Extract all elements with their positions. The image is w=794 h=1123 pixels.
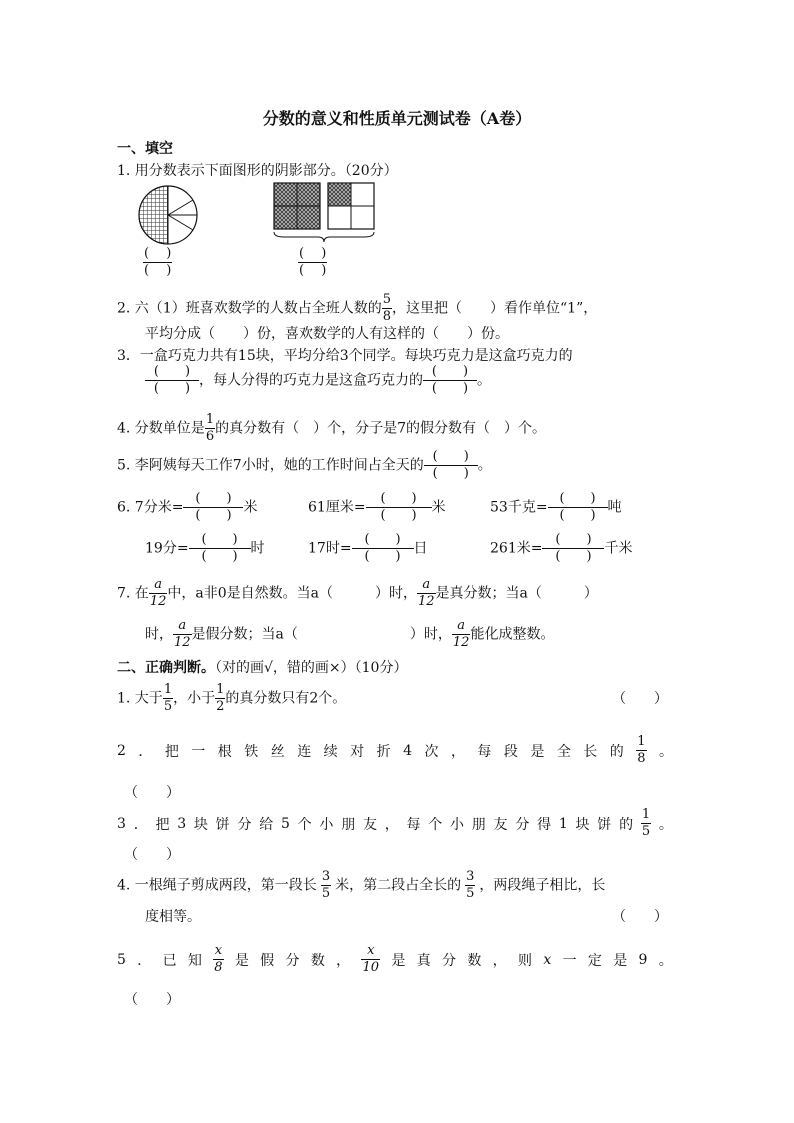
q7-text-a: 7. 在 xyxy=(117,585,149,602)
fraction-numerator: 3 xyxy=(466,869,475,884)
j1-text-b: ，小于 xyxy=(173,690,216,707)
j2-char: 连 xyxy=(297,743,312,760)
j5-char: 5 xyxy=(117,951,126,968)
q4-text-b: 的真分数有（ ）个，分子是7的假分数有（ ）个。 xyxy=(215,420,546,437)
unit-label: 千米 xyxy=(604,540,633,557)
answer-numerator: ( ) xyxy=(542,533,604,549)
j2-char: 长 xyxy=(583,743,598,760)
fraction-numerator: a xyxy=(149,578,168,594)
j3-char: 的 xyxy=(619,816,634,833)
j2-char: 次 xyxy=(424,743,439,760)
answer-denominator: ( ) xyxy=(432,466,469,481)
fraction-denominator: 12 xyxy=(417,594,435,609)
j3-end: 。 xyxy=(658,816,673,833)
fraction-numerator: 1 xyxy=(641,807,651,822)
j5-char: 是 xyxy=(613,952,628,969)
answer-fraction[interactable] xyxy=(189,533,251,564)
j3-char: 饼 xyxy=(597,816,612,833)
answer-paren-1[interactable]: （ ） xyxy=(612,691,668,707)
section-heading-fill: 一、填空 xyxy=(117,141,173,157)
fraction-numerator: 1 xyxy=(216,682,225,697)
j3-char: 小 xyxy=(450,816,465,833)
judge-4 xyxy=(117,870,605,901)
answer-denominator: ( ) xyxy=(153,381,191,396)
unit-label: 日 xyxy=(413,540,428,557)
question-7 xyxy=(117,578,598,609)
j2-char: 续 xyxy=(323,743,338,760)
question-6-item-5 xyxy=(308,533,428,564)
fraction-denominator: 10 xyxy=(362,960,380,975)
j2-char: 把 xyxy=(164,743,179,760)
q7-text-b: 中，a非0是自然数。当a（ ）时， xyxy=(167,585,417,602)
answer-denominator: ( ) xyxy=(195,508,232,523)
conversion-label: 61厘米= xyxy=(308,499,366,516)
j5-char: 则 xyxy=(518,952,532,969)
j5-char: 一 xyxy=(562,952,577,969)
question-3-line2 xyxy=(145,365,491,396)
judge-1 xyxy=(117,683,346,714)
q7-text-e: 是假分数；当a（ ）时， xyxy=(191,626,452,643)
j2-char: 的 xyxy=(609,743,624,760)
j3-char: 朋 xyxy=(471,816,486,833)
unit-label: 吨 xyxy=(607,499,622,516)
answer-denominator: ( ) xyxy=(364,549,401,564)
j2-char: 丝 xyxy=(270,743,285,760)
page-title: 分数的意义和性质单元测试卷（A卷） xyxy=(262,109,532,128)
j5-char: 数 xyxy=(310,952,325,969)
j2-char: 4 xyxy=(403,742,412,759)
j5-char: ， xyxy=(336,952,351,969)
section-heading-judge xyxy=(117,659,407,677)
j3-char: 每 xyxy=(406,816,421,833)
unit-label: 米 xyxy=(243,499,258,516)
q4-text-a: 4. 分数单位是 xyxy=(117,420,205,437)
j2-char: 根 xyxy=(217,743,232,760)
j5-char: 定 xyxy=(587,952,602,969)
j2-end: 。 xyxy=(658,743,673,760)
j5-char: ． xyxy=(137,952,152,969)
q5-end: 。 xyxy=(477,457,492,474)
answer-denominator: ( ) xyxy=(431,381,469,396)
question-7-line2 xyxy=(145,619,554,650)
fraction-denominator: 5 xyxy=(321,886,331,901)
question-5 xyxy=(117,450,492,481)
answer-paren-4[interactable]: （ ） xyxy=(612,909,668,925)
question-6-item-1 xyxy=(117,492,257,523)
j5-char: 真 xyxy=(416,952,431,969)
conversion-label: 53千克= xyxy=(490,499,548,516)
j5-char: 知 xyxy=(187,952,202,969)
answer-numerator: ( ) xyxy=(548,492,608,508)
answer-fraction[interactable] xyxy=(183,492,243,523)
j5-char: 已 xyxy=(162,952,177,969)
answer-denominator: ( ) xyxy=(555,549,592,564)
conversion-label: 6. 7分米= xyxy=(117,499,184,516)
fraction-numerator: a xyxy=(452,619,471,635)
j2-char: ， xyxy=(450,743,465,760)
j3-char: ， xyxy=(384,816,399,833)
q7-text-d: 时， xyxy=(145,626,173,643)
fraction-denominator: 6 xyxy=(205,429,215,444)
judge-5 xyxy=(117,944,673,975)
fraction-denominator: 8 xyxy=(382,309,391,324)
answer-denominator: ( ) xyxy=(299,263,327,278)
judge-4-line2: 度相等。 xyxy=(145,909,201,925)
answer-numerator: ( ) xyxy=(352,533,414,549)
judge-3 xyxy=(117,808,673,839)
variable-x: x xyxy=(543,951,552,968)
j3-char: 块 xyxy=(575,816,590,833)
unit-label: 时 xyxy=(250,540,265,557)
fraction-denominator: 5 xyxy=(641,824,651,839)
q3-mid: ，每人分得的巧克力是这盒巧克力的 xyxy=(199,372,423,389)
question-6-item-3 xyxy=(490,492,622,523)
squares-figure xyxy=(272,182,378,246)
answer-paren-5[interactable]: （ ） xyxy=(124,992,180,1008)
answer-numerator: ( ) xyxy=(424,450,478,466)
answer-fraction[interactable] xyxy=(542,533,604,564)
j5-char: 假 xyxy=(260,952,275,969)
answer-denominator: ( ) xyxy=(201,549,238,564)
j5-char: ， xyxy=(492,952,507,969)
j1-text-c: 的真分数只有2个。 xyxy=(225,690,347,707)
j3-char: 饼 xyxy=(215,816,230,833)
fraction-numerator: 1 xyxy=(637,734,646,749)
answer-numerator: ( ) xyxy=(183,492,243,508)
j3-char: 1 xyxy=(558,815,568,832)
answer-denominator: ( ) xyxy=(559,508,596,523)
fraction-denominator: 5 xyxy=(163,699,173,714)
j3-char: 得 xyxy=(537,816,552,833)
j3-char: 个 xyxy=(297,816,312,833)
q5-text-a: 5. 李阿姨每天工作7小时，她的工作时间占全天的 xyxy=(117,457,424,474)
fraction-numerator: a xyxy=(417,578,436,594)
fraction-denominator: 8 xyxy=(214,960,223,975)
j4-text-b: 米，第二段占全长的 xyxy=(335,877,462,894)
conversion-label: 17时= xyxy=(308,540,352,557)
j2-char: 是 xyxy=(530,743,545,760)
j2-char: 段 xyxy=(503,743,518,760)
j5-char: 9 xyxy=(638,951,648,968)
conversion-label: 261米= xyxy=(490,540,543,557)
fraction-numerator: x xyxy=(214,943,223,958)
question-2-line2: 平均分成（ ）份，喜欢数学的人有这样的（ ）份。 xyxy=(145,326,509,342)
j1-text-a: 1. 大于 xyxy=(117,690,163,707)
j2-char: 折 xyxy=(376,743,391,760)
j3-char: 3 xyxy=(177,815,187,832)
unit-label: 米 xyxy=(431,499,446,516)
j3-char: 友 xyxy=(362,816,377,833)
j3-char: 把 xyxy=(155,816,170,833)
fraction-denominator: 12 xyxy=(149,594,167,609)
j3-char: 友 xyxy=(493,816,508,833)
j3-char: ． xyxy=(133,816,148,833)
q7-text-c: 是真分数；当a（ ） xyxy=(435,585,598,602)
answer-numerator: ( ) xyxy=(189,533,251,549)
j3-char: 5 xyxy=(280,815,290,832)
answer-fraction-1[interactable] xyxy=(143,247,172,278)
judge-2 xyxy=(117,735,673,766)
j5-char: 是 xyxy=(234,952,249,969)
fraction-numerator: 5 xyxy=(382,292,391,307)
answer-numerator: ( ) xyxy=(144,246,172,261)
answer-fraction[interactable] xyxy=(424,450,478,481)
q2-text-b: ，这里把（ ）看作单位“1”， xyxy=(392,300,598,317)
answer-numerator: ( ) xyxy=(423,365,477,381)
j4-text-a: 4. 一根绳子剪成两段，第一段长 xyxy=(117,877,317,894)
answer-fraction[interactable] xyxy=(548,492,608,523)
fraction-numerator: 1 xyxy=(163,682,173,697)
answer-paren-2[interactable]: （ ） xyxy=(124,785,180,801)
conversion-label: 19分= xyxy=(145,540,189,557)
q7-text-f: 能化成整数。 xyxy=(470,626,555,643)
fraction-numerator: x xyxy=(361,944,380,960)
answer-fraction[interactable] xyxy=(145,365,199,396)
answer-numerator: ( ) xyxy=(145,365,199,381)
j3-char: 个 xyxy=(428,816,443,833)
j5-char: 数 xyxy=(467,952,482,969)
question-4 xyxy=(117,413,546,444)
section-note: （对的画√，错的画×）（10分） xyxy=(215,660,408,676)
q3-end: 。 xyxy=(477,372,491,389)
fraction-numerator: a xyxy=(173,619,192,635)
pie-figure xyxy=(135,182,201,248)
j3-char: 3 xyxy=(117,815,126,832)
j3-char: 给 xyxy=(259,816,274,833)
fraction-numerator: 1 xyxy=(205,412,215,427)
fraction-denominator: 2 xyxy=(216,699,225,714)
j3-char: 分 xyxy=(515,816,530,833)
answer-fraction-2[interactable] xyxy=(298,247,327,278)
j2-char: 2 xyxy=(117,742,126,759)
j2-char: 对 xyxy=(350,743,365,760)
question-6-item-6 xyxy=(490,533,632,564)
j2-char: 一 xyxy=(191,743,206,760)
j5-char: 是 xyxy=(391,952,406,969)
answer-denominator: ( ) xyxy=(380,508,417,523)
section-heading-text: 二、正确判断。 xyxy=(117,660,215,676)
fraction-numerator: 3 xyxy=(321,869,331,884)
j2-char: 每 xyxy=(477,743,492,760)
answer-numerator: ( ) xyxy=(366,492,432,508)
answer-numerator: ( ) xyxy=(299,246,327,261)
j2-char: ． xyxy=(138,743,153,760)
answer-denominator: ( ) xyxy=(144,263,172,278)
fraction-denominator: 5 xyxy=(466,886,475,901)
j4-text-c: ，两段绳子相比，长 xyxy=(479,877,606,894)
fraction-denominator: 12 xyxy=(452,635,470,650)
fraction-denominator: 12 xyxy=(174,635,191,650)
question-2 xyxy=(117,293,597,324)
j3-char: 朋 xyxy=(341,816,356,833)
question-6-item-4 xyxy=(145,533,265,564)
q2-text-a: 2. 六（1）班喜欢数学的人数占全班人数的 xyxy=(117,300,382,317)
answer-paren-3[interactable]: （ ） xyxy=(124,847,180,863)
question-3: 3．一盒巧克力共有15块，平均分给3个同学。每块巧克力是这盒巧克力的 xyxy=(117,348,573,364)
j3-char: 小 xyxy=(319,816,334,833)
j2-char: 全 xyxy=(556,743,571,760)
j5-char: 。 xyxy=(658,952,673,969)
j2-char: 铁 xyxy=(244,743,259,760)
j3-char: 分 xyxy=(237,816,252,833)
question-1: 1. 用分数表示下面图形的阴影部分。（20分） xyxy=(117,163,398,179)
j3-char: 块 xyxy=(193,816,208,833)
j5-char: 分 xyxy=(285,952,300,969)
answer-fraction[interactable] xyxy=(366,492,432,523)
fraction-denominator: 8 xyxy=(637,751,646,766)
j5-char: 分 xyxy=(442,952,457,969)
answer-fraction[interactable] xyxy=(352,533,414,564)
question-6-item-2 xyxy=(308,492,446,523)
answer-fraction[interactable] xyxy=(423,365,477,396)
